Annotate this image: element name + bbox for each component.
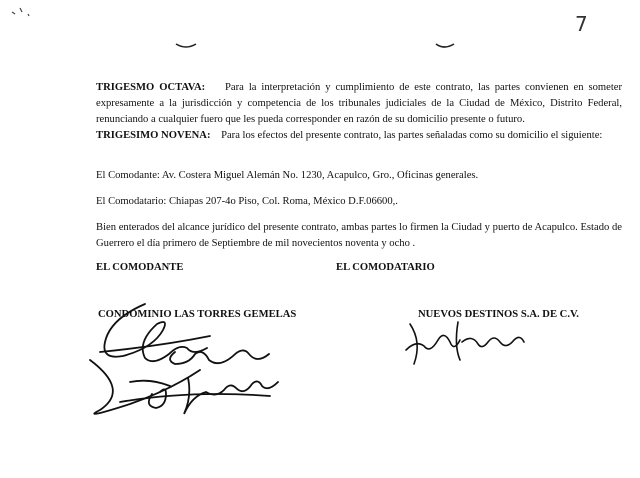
signature-comodante [70,290,300,430]
clause-text: Para los efectos del presente contrato, las partes señaladas como su domicilio el siguiente: [221,130,603,141]
page-number: 7 [575,12,588,36]
clause-text: Para la interpretación y cumplimiento de este contrato, las partes convienen en someter expresamente a la jurisdicción y competencia de los tribunales judiciales de la Ciudad de México, Distrito Federal, renunciando a cualquier fuero que les pueda corresponder en razón de su domicilio presente o futuro. [96,82,622,125]
role-comodatario: EL COMODATARIO [336,262,435,273]
role-comodante: EL COMODANTE [96,262,184,273]
address-comodatario: El Comodatario: Chiapas 207-4o Piso, Col. Roma, México D.F.06600,. [96,196,398,207]
clause-trigesimo-octava [96,80,622,128]
entity-comodante: CONDOMINIO LAS TORRES GEMELAS [98,309,297,320]
clause-heading: TRIGESIMO NOVENA: [96,130,211,141]
clause-heading: TRIGESMO OCTAVA: [96,82,206,93]
signature-comodatario [400,312,540,372]
closing-paragraph: Bien enterados del alcance jurídico del presente contrato, ambas partes lo firmen la Ciudad y puerto de Acapulco. Estado de Guerrero el día primero de Septiembre de mil novecientos noventa y ocho . [96,222,622,249]
clause-trigesimo-novena [96,128,622,144]
address-comodante: El Comodante: Av. Costera Miguel Alemán No. 1230, Acapulco, Gro., Oficinas generales. [96,170,479,181]
entity-comodatario: NUEVOS DESTINOS S.A. DE C.V. [418,309,579,320]
